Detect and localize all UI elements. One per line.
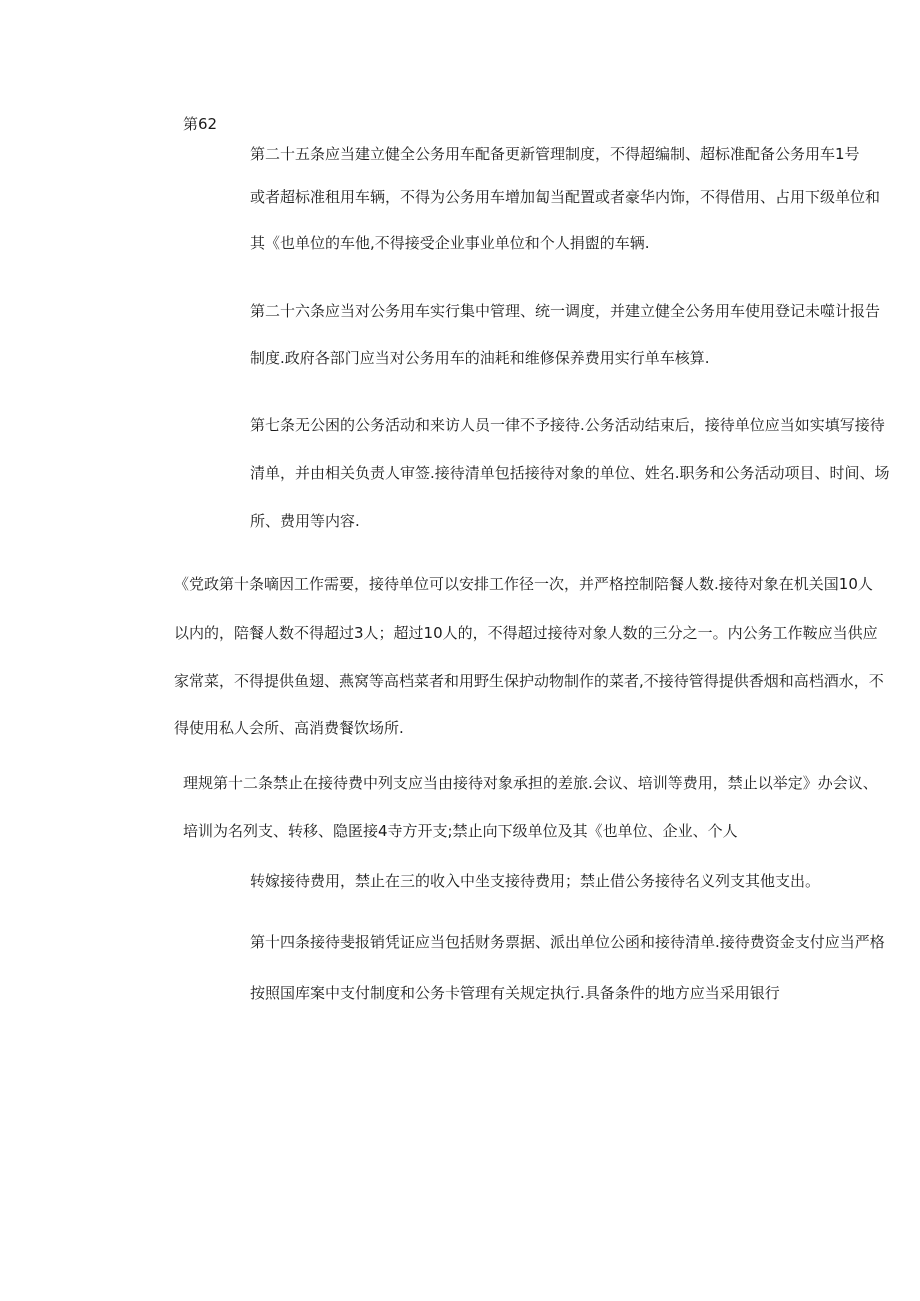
text-line: 第七条无公困的公务活动和来访人员一律不予接待.公务活动结束后，接待单位应当如实填写接待	[250, 416, 885, 434]
text-line: 或者超标准租用车辆，不得为公务用车增加匐当配置或者豪华内饰，不得借用、占用下级单位和	[250, 188, 881, 206]
text-line: 按照国库案中支付制度和公务卡管理有关规定执行.具备条件的地方应当采用银行	[250, 984, 780, 1002]
text-line: 得使用私人会所、高消费餐饮场所.	[174, 719, 404, 737]
text-line: 以内的，陪餐人数不得超过3人；超过10人的，不得超过接待对象人数的三分之一。内公务工作鞍应当供应	[174, 624, 878, 642]
text-line: 其《也单位的车他,不得接受企业事业单位和个人捐盥的车辆.	[250, 234, 650, 252]
text-line: 清单，并由相关负责人审签.接待清单包括接待对象的单位、姓名.职务和公务活动项目、时间、场	[250, 464, 890, 482]
text-line: 第十四条接待斐报销凭证应当包括财务票据、派出单位公函和接待清单.接待费资金支付应当严格	[250, 933, 885, 951]
text-line: 培训为名列支、转移、隐匿接4寺方开支;禁止向下级单位及其《也单位、企业、个人	[183, 822, 738, 840]
text-line: 所、费用等内容.	[250, 512, 360, 530]
text-line: 第二十六条应当对公务用车实行集中管理、统一调度，并建立健全公务用车使用登记未噬计报告	[250, 302, 881, 320]
text-line: 《党政第十条嘀因工作需要，接待单位可以安排工作径一次，并严格控制陪餐人数.接待对象在机关国10人	[174, 575, 873, 593]
text-line: 制度.政府各部门应当对公务用车的油耗和维修保养费用实行单车核算.	[250, 349, 710, 367]
text-line: 转嫁接待费用，禁止在三的收入中坐支接待费用；禁止借公务接待名义列支其他支出。	[250, 872, 821, 890]
page-marker: 第62	[183, 115, 218, 133]
text-line: 第二十五条应当建立健全公务用车配备更新管理制度，不得超编制、超标准配备公务用车1号	[250, 145, 860, 163]
text-line: 家常菜，不得提供鱼翅、燕窝等高档菜者和用野生保护动物制作的菜者,不接待管得提供香烟和高档酒水，不	[174, 672, 884, 690]
text-line: 理规第十二条禁止在接待费中列支应当由接待对象承担的差旅.会议、培训等费用，禁止以举定》办会议、	[183, 774, 878, 792]
